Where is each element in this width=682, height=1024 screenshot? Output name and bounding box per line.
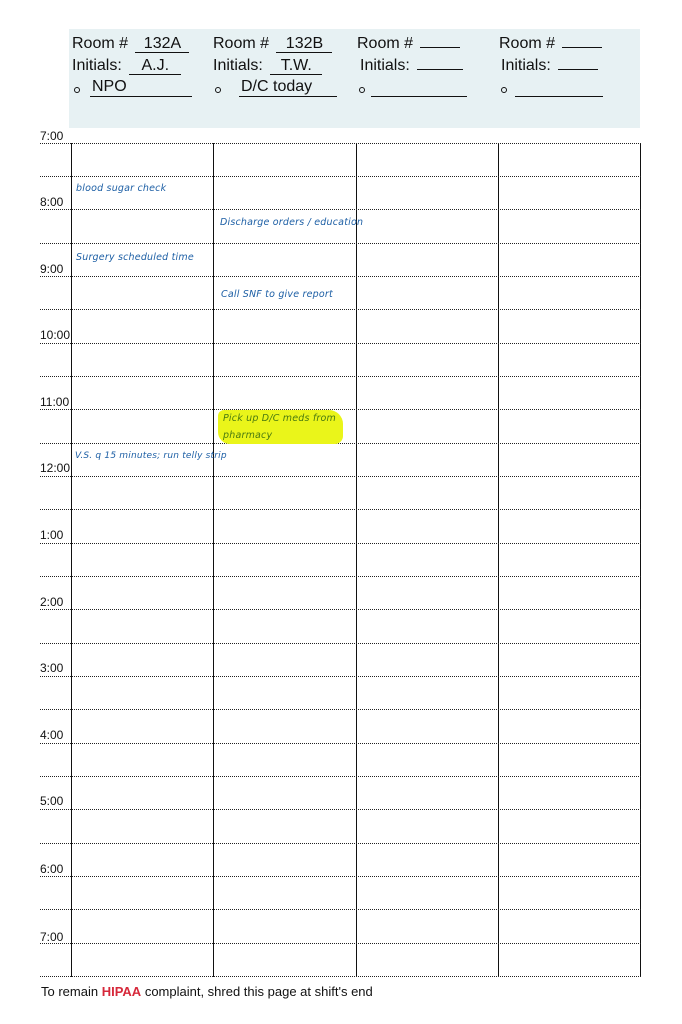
row-line <box>40 943 641 944</box>
room-number-field[interactable] <box>420 47 460 48</box>
time-label: 7:00 <box>40 930 64 944</box>
column-divider <box>71 143 72 977</box>
time-label: 3:00 <box>40 661 64 675</box>
initials-field[interactable]: A.J. <box>129 57 181 75</box>
note-blood-sugar[interactable]: blood sugar check <box>76 183 167 194</box>
footer-hipaa: HIPAA <box>101 984 142 999</box>
room-label: Room # <box>72 35 129 52</box>
time-label: 8:00 <box>40 195 64 209</box>
bullet-circle-icon <box>215 87 221 93</box>
initials-label: Initials: <box>213 57 263 74</box>
row-line <box>40 876 641 877</box>
bullet-circle-icon <box>74 87 80 93</box>
room-number-field[interactable]: 132B <box>276 35 332 53</box>
footer-prefix: To remain <box>41 984 99 999</box>
initials-label: Initials: <box>501 57 551 74</box>
row-line <box>40 543 641 544</box>
room-column-3 <box>357 29 497 128</box>
room-number-field[interactable]: 132A <box>135 35 189 53</box>
time-label: 10:00 <box>40 328 71 342</box>
note-call-snf[interactable]: Call SNF to give report <box>221 289 333 300</box>
room-note-row <box>357 78 497 100</box>
note-pickup-line1[interactable]: Pick up D/C meds from <box>223 413 336 424</box>
note-vitals[interactable]: V.S. q 15 minutes; run telly strip <box>75 451 227 461</box>
bullet-circle-icon <box>359 87 365 93</box>
row-line <box>40 909 641 910</box>
row-line <box>40 776 641 777</box>
row-line <box>40 743 641 744</box>
room-note-row <box>499 78 639 100</box>
note-pickup-line2[interactable]: pharmacy <box>223 430 273 441</box>
row-line <box>40 376 641 377</box>
row-line <box>40 209 641 210</box>
row-line <box>40 343 641 344</box>
row-line <box>40 443 641 444</box>
row-line <box>40 176 641 177</box>
room-note-field[interactable]: D/C today <box>239 78 337 97</box>
room-header <box>69 29 640 128</box>
row-line <box>40 276 641 277</box>
room-number-field[interactable] <box>562 47 602 48</box>
time-label: 6:00 <box>40 862 64 876</box>
initials-field[interactable] <box>417 69 463 70</box>
room-note-field[interactable]: NPO <box>90 78 192 97</box>
room-note-field[interactable] <box>371 78 467 97</box>
room-note-row <box>72 78 212 100</box>
room-label: Room # <box>213 35 270 52</box>
initials-field[interactable] <box>558 69 598 70</box>
time-label: 2:00 <box>40 595 64 609</box>
room-column-2 <box>213 29 353 128</box>
row-line <box>40 643 641 644</box>
bullet-circle-icon <box>501 87 507 93</box>
row-line <box>40 309 641 310</box>
time-label: 1:00 <box>40 528 64 542</box>
row-line <box>40 143 641 144</box>
row-line <box>40 809 641 810</box>
row-line <box>40 476 641 477</box>
room-line <box>72 34 189 54</box>
initials-label: Initials: <box>72 57 122 74</box>
footer-suffix: complaint, shred this page at shift's end <box>144 984 373 999</box>
time-label: 4:00 <box>40 728 64 742</box>
time-label: 9:00 <box>40 262 64 276</box>
room-line <box>213 34 332 54</box>
column-divider <box>213 143 214 977</box>
room-column-1 <box>72 29 212 128</box>
room-label: Room # <box>499 35 556 52</box>
column-divider <box>498 143 499 977</box>
time-label: 12:00 <box>40 461 71 475</box>
room-note-field[interactable] <box>515 78 603 97</box>
time-label: 7:00 <box>40 129 64 143</box>
time-label: 5:00 <box>40 794 64 808</box>
room-note-row <box>213 78 353 100</box>
initials-line <box>501 56 598 76</box>
room-line <box>357 34 460 54</box>
initials-field[interactable]: T.W. <box>270 57 322 75</box>
room-column-4 <box>499 29 639 128</box>
footer-notice <box>41 984 373 999</box>
row-line <box>40 976 641 977</box>
initials-line <box>360 56 463 76</box>
row-line <box>40 576 641 577</box>
time-label: 11:00 <box>40 395 70 409</box>
row-line <box>40 609 641 610</box>
note-discharge[interactable]: Discharge orders / education <box>220 217 364 228</box>
row-line <box>40 243 641 244</box>
initials-line <box>72 56 181 76</box>
initials-label: Initials: <box>360 57 410 74</box>
column-divider <box>356 143 357 977</box>
room-line <box>499 34 602 54</box>
note-surgery[interactable]: Surgery scheduled time <box>76 252 194 263</box>
column-divider <box>640 143 641 977</box>
room-label: Room # <box>357 35 414 52</box>
row-line <box>40 409 641 410</box>
row-line <box>40 676 641 677</box>
initials-line <box>213 56 322 76</box>
row-line <box>40 843 641 844</box>
row-line <box>40 709 641 710</box>
row-line <box>40 509 641 510</box>
